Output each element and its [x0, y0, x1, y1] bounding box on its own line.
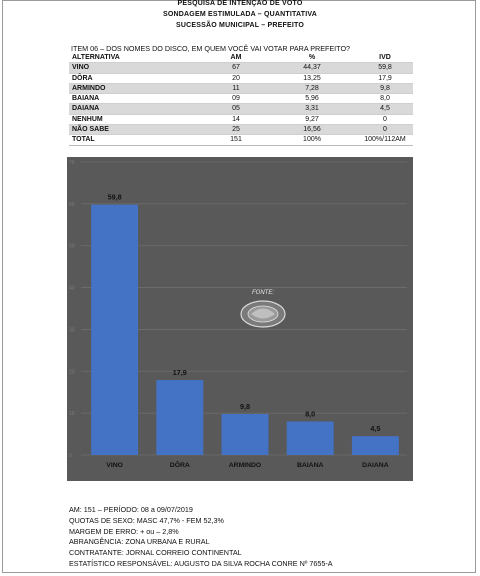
header-scope: SUCESSÃO MUNICIPAL – PREFEITO [176, 22, 304, 29]
row-name: TOTAL [69, 135, 205, 145]
survey-notes [69, 505, 333, 570]
row-pct: 44,37 [267, 63, 357, 73]
row-ivd: 0 [357, 114, 413, 124]
category-label: BAIANA [296, 462, 324, 469]
bar-chart [67, 157, 413, 481]
data-label: 59,8 [107, 192, 122, 202]
note-coverage: ABRANGÊNCIA: ZONA URBANA E RURAL [69, 537, 210, 547]
row-name: NÃO SABE [69, 125, 205, 135]
table-row [69, 104, 413, 114]
col-header-am: AM [205, 53, 267, 63]
row-am: 14 [205, 114, 267, 124]
note-contractor: CONTRATANTE: JORNAL CORREIO CONTINENTAL [69, 548, 242, 558]
row-ivd: 8,0 [357, 94, 413, 104]
row-name: BAIANA [69, 94, 205, 104]
table-row [69, 73, 413, 83]
watermark-label: FONTE: [252, 290, 274, 296]
table-row [69, 63, 413, 73]
row-am: 25 [205, 125, 267, 135]
table-row [69, 83, 413, 93]
row-name: DÔRA [69, 73, 205, 83]
row-pct: 100% [267, 135, 357, 145]
note-margin-of-error: MARGEM DE ERRO: + ou – 2,8% [69, 526, 179, 536]
category-label: DAIANA [362, 462, 389, 469]
col-header-ivd: IVD [357, 53, 413, 63]
table-row [69, 125, 413, 135]
table-row [69, 114, 413, 124]
table-row [69, 94, 413, 104]
data-label: 4,5 [370, 424, 381, 434]
row-ivd: 59,8 [357, 63, 413, 73]
category-label: DÔRA [169, 462, 190, 469]
bar-baiana [287, 422, 334, 455]
row-pct: 16,56 [267, 125, 357, 135]
bar-vino [91, 205, 138, 455]
row-ivd: 4,5 [357, 104, 413, 114]
row-am: 151 [205, 135, 267, 145]
table-total-row [69, 135, 413, 145]
data-label: 9,8 [240, 401, 250, 411]
row-am: 20 [205, 73, 267, 83]
y-tick-label: 70 [69, 160, 75, 166]
y-tick-label: 30 [69, 327, 75, 334]
row-ivd: 17,9 [357, 73, 413, 83]
row-ivd: 0 [357, 125, 413, 135]
col-header-alternativa: ALTERNATIVA [69, 53, 205, 63]
watermark-logo-icon [241, 290, 285, 327]
y-tick-label: 40 [69, 285, 75, 292]
row-ivd: 9,8 [357, 83, 413, 93]
row-pct: 9,27 [267, 114, 357, 124]
note-statistician: ESTATÍSTICO RESPONSÁVEL: AUGUSTO DA SILVA ROCHA CONRE Nº 7655-A [69, 558, 333, 568]
row-pct: 7,28 [267, 83, 357, 93]
y-tick-label: 60 [69, 201, 75, 208]
row-pct: 13,25 [267, 73, 357, 83]
question-text: ITEM 06 – DOS NOMES DO DISCO, EM QUEM VOCÊ VAI VOTAR PARA PREFEITO? [71, 44, 351, 53]
note-sample-period: AM: 151 – PERÍODO: 08 a 09/07/2019 [69, 505, 193, 514]
chart-svg [67, 157, 413, 481]
row-pct: 3,31 [267, 104, 357, 114]
row-name: NENHUM [69, 114, 205, 124]
y-tick-label: 50 [69, 243, 75, 250]
bar-armindo [222, 414, 269, 455]
y-tick-label: 20 [69, 369, 75, 376]
results-table [69, 53, 413, 146]
row-name: ARMINDO [69, 83, 205, 93]
data-label: 17,9 [172, 368, 187, 378]
category-label: VINO [106, 462, 123, 469]
row-name: DAIANA [69, 104, 205, 114]
data-label: 8,0 [305, 409, 316, 419]
row-am: 09 [205, 94, 267, 104]
row-am: 67 [205, 63, 267, 73]
category-label: ARMINDO [228, 462, 262, 469]
y-tick-label: 10 [69, 411, 75, 418]
bar-dôra [156, 380, 203, 455]
row-am: 11 [205, 83, 267, 93]
row-am: 05 [205, 104, 267, 114]
row-name: VINO [69, 63, 205, 73]
col-header-pct: % [267, 53, 357, 63]
y-tick-label: 0 [69, 453, 72, 459]
header-subtitle: SONDAGEM ESTIMULADA – QUANTITATIVA [163, 11, 317, 18]
row-pct: 5,96 [267, 94, 357, 104]
note-gender-quotas: QUOTAS DE SEXO: MASC 47,7% - FEM 52,3% [69, 515, 224, 525]
bar-daiana [352, 436, 399, 455]
header-title: PESQUISA DE INTENÇÃO DE VOTO [177, 0, 303, 7]
table-header-row [69, 53, 413, 63]
row-ivd: 100%/112AM [357, 135, 413, 145]
